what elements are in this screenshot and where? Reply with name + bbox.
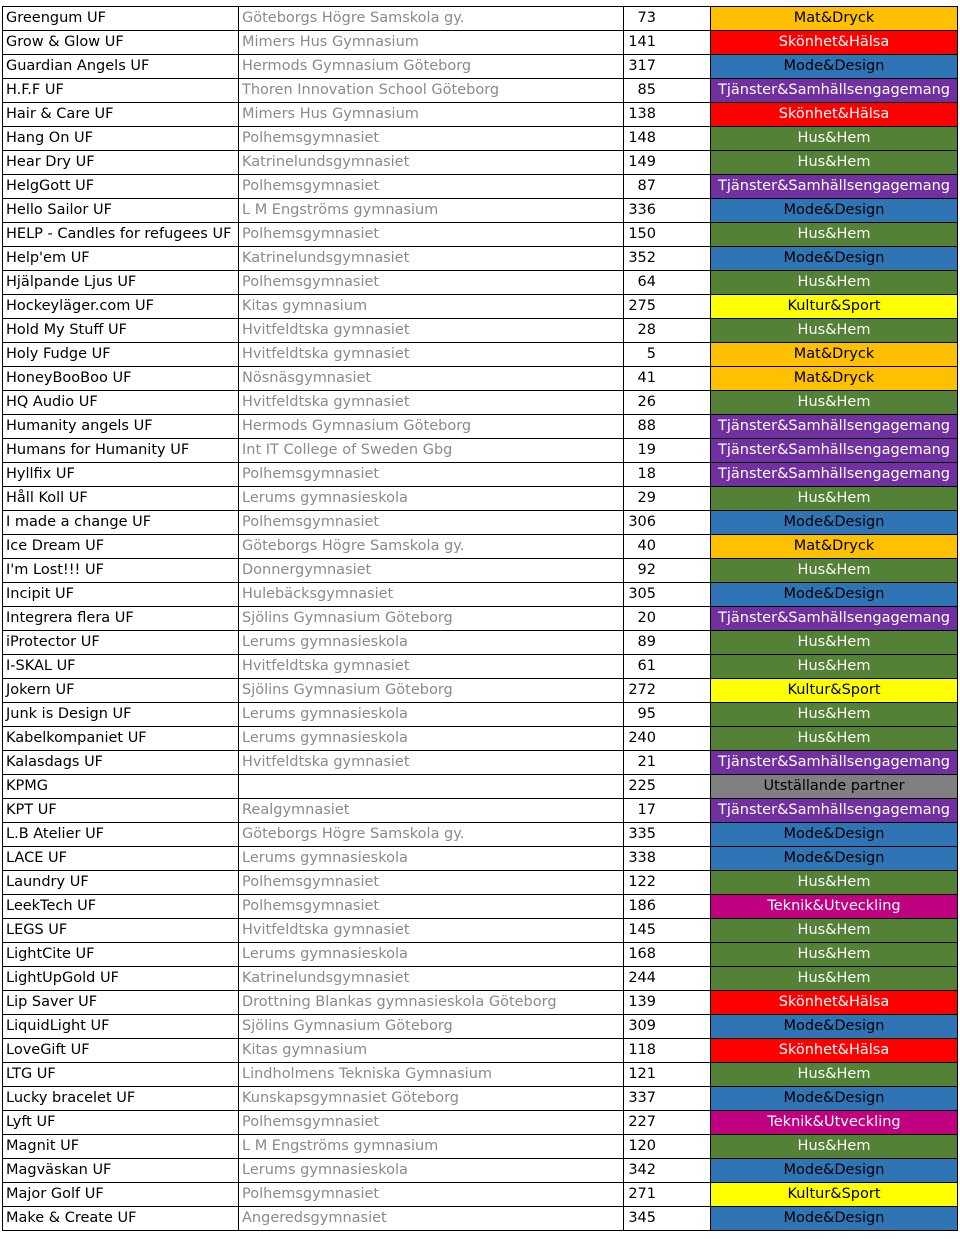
category-cell: Utställande partner — [711, 775, 958, 799]
table-row — [3, 991, 958, 1015]
company-name-cell: Major Golf UF — [3, 1183, 239, 1207]
school-cell: Realgymnasiet — [239, 799, 624, 823]
exhibitor-table-body — [3, 7, 958, 1231]
company-name-cell: Magväskan UF — [3, 1159, 239, 1183]
table-row — [3, 895, 958, 919]
company-name-cell: Junk is Design UF — [3, 703, 239, 727]
stand-number-cell: 18 — [624, 463, 711, 487]
stand-number-cell: 305 — [624, 583, 711, 607]
category-cell: Mode&Design — [711, 247, 958, 271]
school-cell: Göteborgs Högre Samskola gy. — [239, 535, 624, 559]
company-name-cell: I'm Lost!!! UF — [3, 559, 239, 583]
category-cell: Kultur&Sport — [711, 679, 958, 703]
category-cell: Tjänster&Samhällsengagemang — [711, 439, 958, 463]
stand-number-cell: 148 — [624, 127, 711, 151]
stand-number-cell: 306 — [624, 511, 711, 535]
category-cell: Kultur&Sport — [711, 1183, 958, 1207]
category-cell: Skönhet&Hälsa — [711, 31, 958, 55]
category-cell: Mode&Design — [711, 1159, 958, 1183]
table-row — [3, 751, 958, 775]
company-name-cell: I-SKAL UF — [3, 655, 239, 679]
category-cell: Hus&Hem — [711, 559, 958, 583]
company-name-cell: Hjälpande Ljus UF — [3, 271, 239, 295]
stand-number-cell: 138 — [624, 103, 711, 127]
table-row — [3, 103, 958, 127]
table-row — [3, 1039, 958, 1063]
table-row — [3, 487, 958, 511]
table-row — [3, 1063, 958, 1087]
school-cell: Lerums gymnasieskola — [239, 703, 624, 727]
school-cell: Sjölins Gymnasium Göteborg — [239, 1015, 624, 1039]
company-name-cell: I made a change UF — [3, 511, 239, 535]
school-cell: Lindholmens Tekniska Gymnasium — [239, 1063, 624, 1087]
company-name-cell: KPT UF — [3, 799, 239, 823]
school-cell: Kitas gymnasium — [239, 295, 624, 319]
category-cell: Hus&Hem — [711, 487, 958, 511]
table-row — [3, 607, 958, 631]
company-name-cell: Hold My Stuff UF — [3, 319, 239, 343]
category-cell: Tjänster&Samhällsengagemang — [711, 415, 958, 439]
category-cell: Teknik&Utveckling — [711, 895, 958, 919]
stand-number-cell: 88 — [624, 415, 711, 439]
table-row — [3, 511, 958, 535]
stand-number-cell: 337 — [624, 1087, 711, 1111]
school-cell: Angeredsgymnasiet — [239, 1207, 624, 1231]
table-row — [3, 391, 958, 415]
category-cell: Mat&Dryck — [711, 367, 958, 391]
school-cell: Lerums gymnasieskola — [239, 847, 624, 871]
stand-number-cell: 335 — [624, 823, 711, 847]
table-row — [3, 679, 958, 703]
category-cell: Tjänster&Samhällsengagemang — [711, 175, 958, 199]
school-cell: Polhemsgymnasiet — [239, 223, 624, 247]
table-row — [3, 1183, 958, 1207]
company-name-cell: Lucky bracelet UF — [3, 1087, 239, 1111]
stand-number-cell: 240 — [624, 727, 711, 751]
school-cell: Polhemsgymnasiet — [239, 463, 624, 487]
category-cell: Hus&Hem — [711, 127, 958, 151]
stand-number-cell: 29 — [624, 487, 711, 511]
school-cell: Kunskapsgymnasiet Göteborg — [239, 1087, 624, 1111]
school-cell: Lerums gymnasieskola — [239, 631, 624, 655]
school-cell: Int IT College of Sweden Gbg — [239, 439, 624, 463]
table-row — [3, 967, 958, 991]
school-cell: Hvitfeldtska gymnasiet — [239, 919, 624, 943]
category-cell: Mat&Dryck — [711, 7, 958, 31]
table-row — [3, 919, 958, 943]
company-name-cell: Kabelkompaniet UF — [3, 727, 239, 751]
category-cell: Hus&Hem — [711, 871, 958, 895]
table-row — [3, 727, 958, 751]
category-cell: Kultur&Sport — [711, 295, 958, 319]
table-row — [3, 943, 958, 967]
company-name-cell: LTG UF — [3, 1063, 239, 1087]
table-row — [3, 127, 958, 151]
category-cell: Hus&Hem — [711, 943, 958, 967]
table-row — [3, 559, 958, 583]
stand-number-cell: 26 — [624, 391, 711, 415]
category-cell: Mode&Design — [711, 1015, 958, 1039]
school-cell: Polhemsgymnasiet — [239, 871, 624, 895]
school-cell: Hvitfeldtska gymnasiet — [239, 751, 624, 775]
stand-number-cell: 272 — [624, 679, 711, 703]
company-name-cell: Hockeyläger.com UF — [3, 295, 239, 319]
company-name-cell: iProtector UF — [3, 631, 239, 655]
stand-number-cell: 342 — [624, 1159, 711, 1183]
stand-number-cell: 17 — [624, 799, 711, 823]
table-row — [3, 415, 958, 439]
table-row — [3, 799, 958, 823]
category-cell: Hus&Hem — [711, 223, 958, 247]
table-row — [3, 583, 958, 607]
stand-number-cell: 244 — [624, 967, 711, 991]
stand-number-cell: 92 — [624, 559, 711, 583]
category-cell: Skönhet&Hälsa — [711, 991, 958, 1015]
stand-number-cell: 118 — [624, 1039, 711, 1063]
table-row — [3, 175, 958, 199]
table-row — [3, 1159, 958, 1183]
category-cell: Mode&Design — [711, 1207, 958, 1231]
school-cell: Hermods Gymnasium Göteborg — [239, 415, 624, 439]
school-cell: Polhemsgymnasiet — [239, 127, 624, 151]
category-cell: Mode&Design — [711, 583, 958, 607]
stand-number-cell: 28 — [624, 319, 711, 343]
category-cell: Hus&Hem — [711, 919, 958, 943]
company-name-cell: Help'em UF — [3, 247, 239, 271]
company-name-cell: Hair & Care UF — [3, 103, 239, 127]
category-cell: Mode&Design — [711, 55, 958, 79]
school-cell: Lerums gymnasieskola — [239, 487, 624, 511]
company-name-cell: Laundry UF — [3, 871, 239, 895]
company-name-cell: LightUpGold UF — [3, 967, 239, 991]
company-name-cell: Hear Dry UF — [3, 151, 239, 175]
stand-number-cell: 141 — [624, 31, 711, 55]
table-row — [3, 703, 958, 727]
school-cell: Hvitfeldtska gymnasiet — [239, 655, 624, 679]
company-name-cell: Hang On UF — [3, 127, 239, 151]
company-name-cell: Kalasdags UF — [3, 751, 239, 775]
company-name-cell: HQ Audio UF — [3, 391, 239, 415]
company-name-cell: Hello Sailor UF — [3, 199, 239, 223]
company-name-cell: LACE UF — [3, 847, 239, 871]
company-name-cell: LeekTech UF — [3, 895, 239, 919]
table-row — [3, 463, 958, 487]
table-row — [3, 1135, 958, 1159]
company-name-cell: Magnit UF — [3, 1135, 239, 1159]
company-name-cell: Ice Dream UF — [3, 535, 239, 559]
school-cell: Sjölins Gymnasium Göteborg — [239, 679, 624, 703]
table-row — [3, 151, 958, 175]
stand-number-cell: 309 — [624, 1015, 711, 1039]
category-cell: Skönhet&Hälsa — [711, 1039, 958, 1063]
category-cell: Hus&Hem — [711, 1135, 958, 1159]
company-name-cell: Hyllfix UF — [3, 463, 239, 487]
stand-number-cell: 21 — [624, 751, 711, 775]
table-row — [3, 631, 958, 655]
stand-number-cell: 41 — [624, 367, 711, 391]
company-name-cell: Humanity angels UF — [3, 415, 239, 439]
stand-number-cell: 121 — [624, 1063, 711, 1087]
school-cell: Polhemsgymnasiet — [239, 511, 624, 535]
stand-number-cell: 338 — [624, 847, 711, 871]
school-cell: Hulebäcksgymnasiet — [239, 583, 624, 607]
school-cell: Mimers Hus Gymnasium — [239, 31, 624, 55]
table-row — [3, 1207, 958, 1231]
category-cell: Hus&Hem — [711, 703, 958, 727]
school-cell: Katrinelundsgymnasiet — [239, 151, 624, 175]
table-row — [3, 343, 958, 367]
school-cell: Polhemsgymnasiet — [239, 175, 624, 199]
table-row — [3, 31, 958, 55]
stand-number-cell: 227 — [624, 1111, 711, 1135]
exhibitor-table — [2, 6, 958, 1231]
school-cell: Göteborgs Högre Samskola gy. — [239, 7, 624, 31]
stand-number-cell: 145 — [624, 919, 711, 943]
school-cell: Hvitfeldtska gymnasiet — [239, 319, 624, 343]
table-row — [3, 271, 958, 295]
category-cell: Mode&Design — [711, 823, 958, 847]
category-cell: Tjänster&Samhällsengagemang — [711, 751, 958, 775]
stand-number-cell: 85 — [624, 79, 711, 103]
table-row — [3, 1015, 958, 1039]
stand-number-cell: 120 — [624, 1135, 711, 1159]
category-cell: Tjänster&Samhällsengagemang — [711, 799, 958, 823]
school-cell: Lerums gymnasieskola — [239, 727, 624, 751]
stand-number-cell: 64 — [624, 271, 711, 295]
category-cell: Hus&Hem — [711, 319, 958, 343]
category-cell: Mode&Design — [711, 511, 958, 535]
category-cell: Tjänster&Samhällsengagemang — [711, 463, 958, 487]
stand-number-cell: 168 — [624, 943, 711, 967]
stand-number-cell: 271 — [624, 1183, 711, 1207]
school-cell: Donnergymnasiet — [239, 559, 624, 583]
table-row — [3, 1087, 958, 1111]
school-cell: Polhemsgymnasiet — [239, 1183, 624, 1207]
stand-number-cell: 122 — [624, 871, 711, 895]
table-row — [3, 199, 958, 223]
category-cell: Hus&Hem — [711, 391, 958, 415]
table-row — [3, 247, 958, 271]
school-cell: Lerums gymnasieskola — [239, 943, 624, 967]
category-cell: Hus&Hem — [711, 271, 958, 295]
table-row — [3, 55, 958, 79]
company-name-cell: H.F.F UF — [3, 79, 239, 103]
company-name-cell: Humans for Humanity UF — [3, 439, 239, 463]
company-name-cell: Holy Fudge UF — [3, 343, 239, 367]
category-cell: Hus&Hem — [711, 631, 958, 655]
school-cell: Hvitfeldtska gymnasiet — [239, 343, 624, 367]
company-name-cell: LEGS UF — [3, 919, 239, 943]
table-row — [3, 223, 958, 247]
stand-number-cell: 149 — [624, 151, 711, 175]
table-row — [3, 319, 958, 343]
school-cell: Drottning Blankas gymnasieskola Göteborg — [239, 991, 624, 1015]
company-name-cell: HoneyBooBoo UF — [3, 367, 239, 391]
school-cell: Göteborgs Högre Samskola gy. — [239, 823, 624, 847]
company-name-cell: LightCite UF — [3, 943, 239, 967]
school-cell: L M Engströms gymnasium — [239, 199, 624, 223]
company-name-cell: Incipit UF — [3, 583, 239, 607]
stand-number-cell: 19 — [624, 439, 711, 463]
school-cell: Mimers Hus Gymnasium — [239, 103, 624, 127]
company-name-cell: Guardian Angels UF — [3, 55, 239, 79]
stand-number-cell: 61 — [624, 655, 711, 679]
company-name-cell: KPMG — [3, 775, 239, 799]
table-row — [3, 871, 958, 895]
category-cell: Hus&Hem — [711, 1063, 958, 1087]
stand-number-cell: 89 — [624, 631, 711, 655]
school-cell: Kitas gymnasium — [239, 1039, 624, 1063]
company-name-cell: L.B Atelier UF — [3, 823, 239, 847]
stand-number-cell: 20 — [624, 607, 711, 631]
company-name-cell: Make & Create UF — [3, 1207, 239, 1231]
company-name-cell: Lip Saver UF — [3, 991, 239, 1015]
company-name-cell: Grow & Glow UF — [3, 31, 239, 55]
stand-number-cell: 352 — [624, 247, 711, 271]
stand-number-cell: 139 — [624, 991, 711, 1015]
school-cell: Katrinelundsgymnasiet — [239, 247, 624, 271]
table-row — [3, 775, 958, 799]
category-cell: Tjänster&Samhällsengagemang — [711, 607, 958, 631]
school-cell: Katrinelundsgymnasiet — [239, 967, 624, 991]
school-cell: Polhemsgymnasiet — [239, 1111, 624, 1135]
school-cell: Polhemsgymnasiet — [239, 271, 624, 295]
table-row — [3, 847, 958, 871]
category-cell: Mat&Dryck — [711, 535, 958, 559]
company-name-cell: LiquidLight UF — [3, 1015, 239, 1039]
stand-number-cell: 40 — [624, 535, 711, 559]
table-row — [3, 7, 958, 31]
school-cell: Sjölins Gymnasium Göteborg — [239, 607, 624, 631]
stand-number-cell: 186 — [624, 895, 711, 919]
stand-number-cell: 95 — [624, 703, 711, 727]
category-cell: Mat&Dryck — [711, 343, 958, 367]
stand-number-cell: 73 — [624, 7, 711, 31]
stand-number-cell: 225 — [624, 775, 711, 799]
stand-number-cell: 317 — [624, 55, 711, 79]
company-name-cell: HelgGott UF — [3, 175, 239, 199]
table-row — [3, 79, 958, 103]
category-cell: Mode&Design — [711, 847, 958, 871]
category-cell: Mode&Design — [711, 199, 958, 223]
school-cell — [239, 775, 624, 799]
table-row — [3, 439, 958, 463]
table-row — [3, 1111, 958, 1135]
table-row — [3, 823, 958, 847]
table-row — [3, 367, 958, 391]
school-cell: Nösnäsgymnasiet — [239, 367, 624, 391]
school-cell: Lerums gymnasieskola — [239, 1159, 624, 1183]
table-row — [3, 535, 958, 559]
category-cell: Hus&Hem — [711, 151, 958, 175]
category-cell: Hus&Hem — [711, 655, 958, 679]
company-name-cell: LoveGift UF — [3, 1039, 239, 1063]
category-cell: Teknik&Utveckling — [711, 1111, 958, 1135]
stand-number-cell: 336 — [624, 199, 711, 223]
school-cell: L M Engströms gymnasium — [239, 1135, 624, 1159]
school-cell: Polhemsgymnasiet — [239, 895, 624, 919]
school-cell: Hermods Gymnasium Göteborg — [239, 55, 624, 79]
school-cell: Hvitfeldtska gymnasiet — [239, 391, 624, 415]
stand-number-cell: 5 — [624, 343, 711, 367]
company-name-cell: Jokern UF — [3, 679, 239, 703]
stand-number-cell: 150 — [624, 223, 711, 247]
stand-number-cell: 275 — [624, 295, 711, 319]
school-cell: Thoren Innovation School Göteborg — [239, 79, 624, 103]
category-cell: Tjänster&Samhällsengagemang — [711, 79, 958, 103]
category-cell: Hus&Hem — [711, 967, 958, 991]
company-name-cell: Lyft UF — [3, 1111, 239, 1135]
company-name-cell: Integrera flera UF — [3, 607, 239, 631]
table-row — [3, 295, 958, 319]
company-name-cell: Håll Koll UF — [3, 487, 239, 511]
stand-number-cell: 345 — [624, 1207, 711, 1231]
table-row — [3, 655, 958, 679]
company-name-cell: Greengum UF — [3, 7, 239, 31]
category-cell: Hus&Hem — [711, 727, 958, 751]
category-cell: Skönhet&Hälsa — [711, 103, 958, 127]
category-cell: Mode&Design — [711, 1087, 958, 1111]
stand-number-cell: 87 — [624, 175, 711, 199]
company-name-cell: HELP - Candles for refugees UF — [3, 223, 239, 247]
